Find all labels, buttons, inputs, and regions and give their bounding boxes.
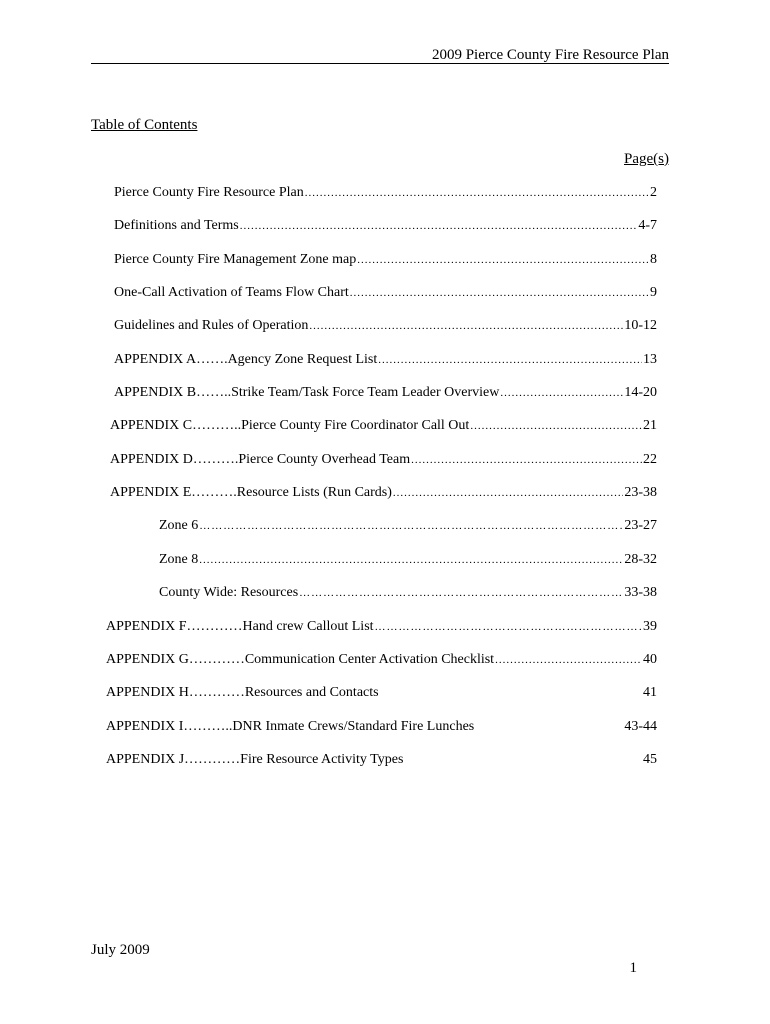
toc-entry-label: APPENDIX B……..Strike Team/Task Force Team Leader Overview bbox=[114, 385, 500, 400]
toc-entry-label: APPENDIX A…….Agency Zone Request List bbox=[114, 352, 378, 367]
toc-entry-page: 28-32 bbox=[624, 552, 657, 567]
header-rule bbox=[91, 63, 669, 64]
toc-entry bbox=[114, 284, 657, 302]
toc-entry-label: APPENDIX C………..Pierce County Fire Coordinator Call Out bbox=[110, 418, 470, 433]
pages-column-label: Page(s) bbox=[624, 151, 669, 167]
toc-entry-page: 22 bbox=[643, 452, 657, 467]
toc-entry bbox=[114, 317, 657, 335]
toc-entry-page: 45 bbox=[643, 752, 657, 767]
dot-leader bbox=[411, 451, 642, 469]
dot-leader bbox=[378, 351, 642, 369]
toc-subentry bbox=[159, 584, 657, 602]
toc-entry-page: 10-12 bbox=[624, 318, 657, 333]
toc-subentry bbox=[159, 517, 657, 535]
toc-entry-page: 23-38 bbox=[624, 485, 657, 500]
toc-entry-label: Guidelines and Rules of Operation bbox=[114, 318, 309, 333]
toc-entry bbox=[106, 684, 657, 702]
toc-entry bbox=[114, 384, 657, 402]
page-number: 1 bbox=[629, 960, 637, 976]
toc-entry-label: APPENDIX E……….Resource Lists (Run Cards) bbox=[110, 485, 392, 500]
dot-leader bbox=[470, 417, 642, 435]
dot-leader bbox=[240, 217, 638, 235]
toc-entry-label: Zone 6 bbox=[159, 518, 199, 533]
toc-entry-page: 14-20 bbox=[624, 385, 657, 400]
dot-leader bbox=[495, 651, 642, 669]
toc-entry bbox=[106, 618, 657, 636]
dot-leader bbox=[393, 484, 623, 502]
toc-entry-page: 23-27 bbox=[624, 518, 657, 533]
toc-entry-page: 21 bbox=[643, 418, 657, 433]
dot-leader bbox=[305, 184, 649, 202]
toc-entry-page: 8 bbox=[650, 252, 657, 267]
toc-entry bbox=[114, 217, 657, 235]
dot-leader bbox=[350, 284, 649, 302]
document-header-title: 2009 Pierce County Fire Resource Plan bbox=[431, 47, 669, 63]
toc-entry-page: 13 bbox=[643, 352, 657, 367]
toc-entry-page: 43-44 bbox=[624, 719, 657, 734]
toc-entry-label: Pierce County Fire Management Zone map bbox=[114, 252, 357, 267]
toc-entry-label: Zone 8 bbox=[159, 552, 199, 567]
toc-subentry bbox=[159, 551, 657, 569]
toc-entry-page: 2 bbox=[650, 185, 657, 200]
toc-entry-label: Definitions and Terms bbox=[114, 218, 239, 233]
toc-entry-label: One-Call Activation of Teams Flow Chart bbox=[114, 285, 349, 300]
toc-entry-page: 39 bbox=[643, 619, 657, 634]
toc-entry-page: 40 bbox=[643, 652, 657, 667]
toc-entry-page: 33-38 bbox=[624, 585, 657, 600]
toc-entry bbox=[106, 718, 657, 736]
toc-entry-label: APPENDIX D……….Pierce County Overhead Team bbox=[110, 452, 411, 467]
toc-entry-label: County Wide: Resources bbox=[159, 585, 299, 600]
toc-entry bbox=[106, 651, 657, 669]
dot-leader bbox=[500, 384, 623, 402]
toc-heading: Table of Contents bbox=[91, 117, 198, 133]
toc-entry bbox=[114, 351, 657, 369]
toc-entry bbox=[110, 451, 657, 469]
dot-leader bbox=[375, 618, 642, 636]
toc-entry-label: Pierce County Fire Resource Plan bbox=[114, 185, 304, 200]
toc-entry-page: 41 bbox=[643, 685, 657, 700]
toc-entry-label: APPENDIX I………..DNR Inmate Crews/Standard Fire Lunches bbox=[106, 719, 475, 734]
toc-entry bbox=[110, 417, 657, 435]
toc-entry-label: APPENDIX H…………Resources and Contacts bbox=[106, 685, 379, 700]
toc-entry bbox=[106, 751, 657, 769]
toc-entry bbox=[114, 184, 657, 202]
dot-leader bbox=[199, 517, 623, 535]
toc-entry bbox=[110, 484, 657, 502]
dot-leader bbox=[357, 251, 649, 269]
footer-date: July 2009 bbox=[91, 942, 150, 958]
dot-leader bbox=[299, 584, 623, 602]
toc-entry-label: APPENDIX F…………Hand crew Callout List bbox=[106, 619, 374, 634]
toc-entry-page: 9 bbox=[650, 285, 657, 300]
dot-leader bbox=[309, 317, 623, 335]
dot-leader bbox=[199, 551, 623, 569]
toc-entry bbox=[114, 251, 657, 269]
toc-entry-page: 4-7 bbox=[638, 218, 657, 233]
toc-entry-label: APPENDIX G…………Communication Center Activation Checklist bbox=[106, 652, 495, 667]
toc-entry-label: APPENDIX J…………Fire Resource Activity Types bbox=[106, 752, 404, 767]
